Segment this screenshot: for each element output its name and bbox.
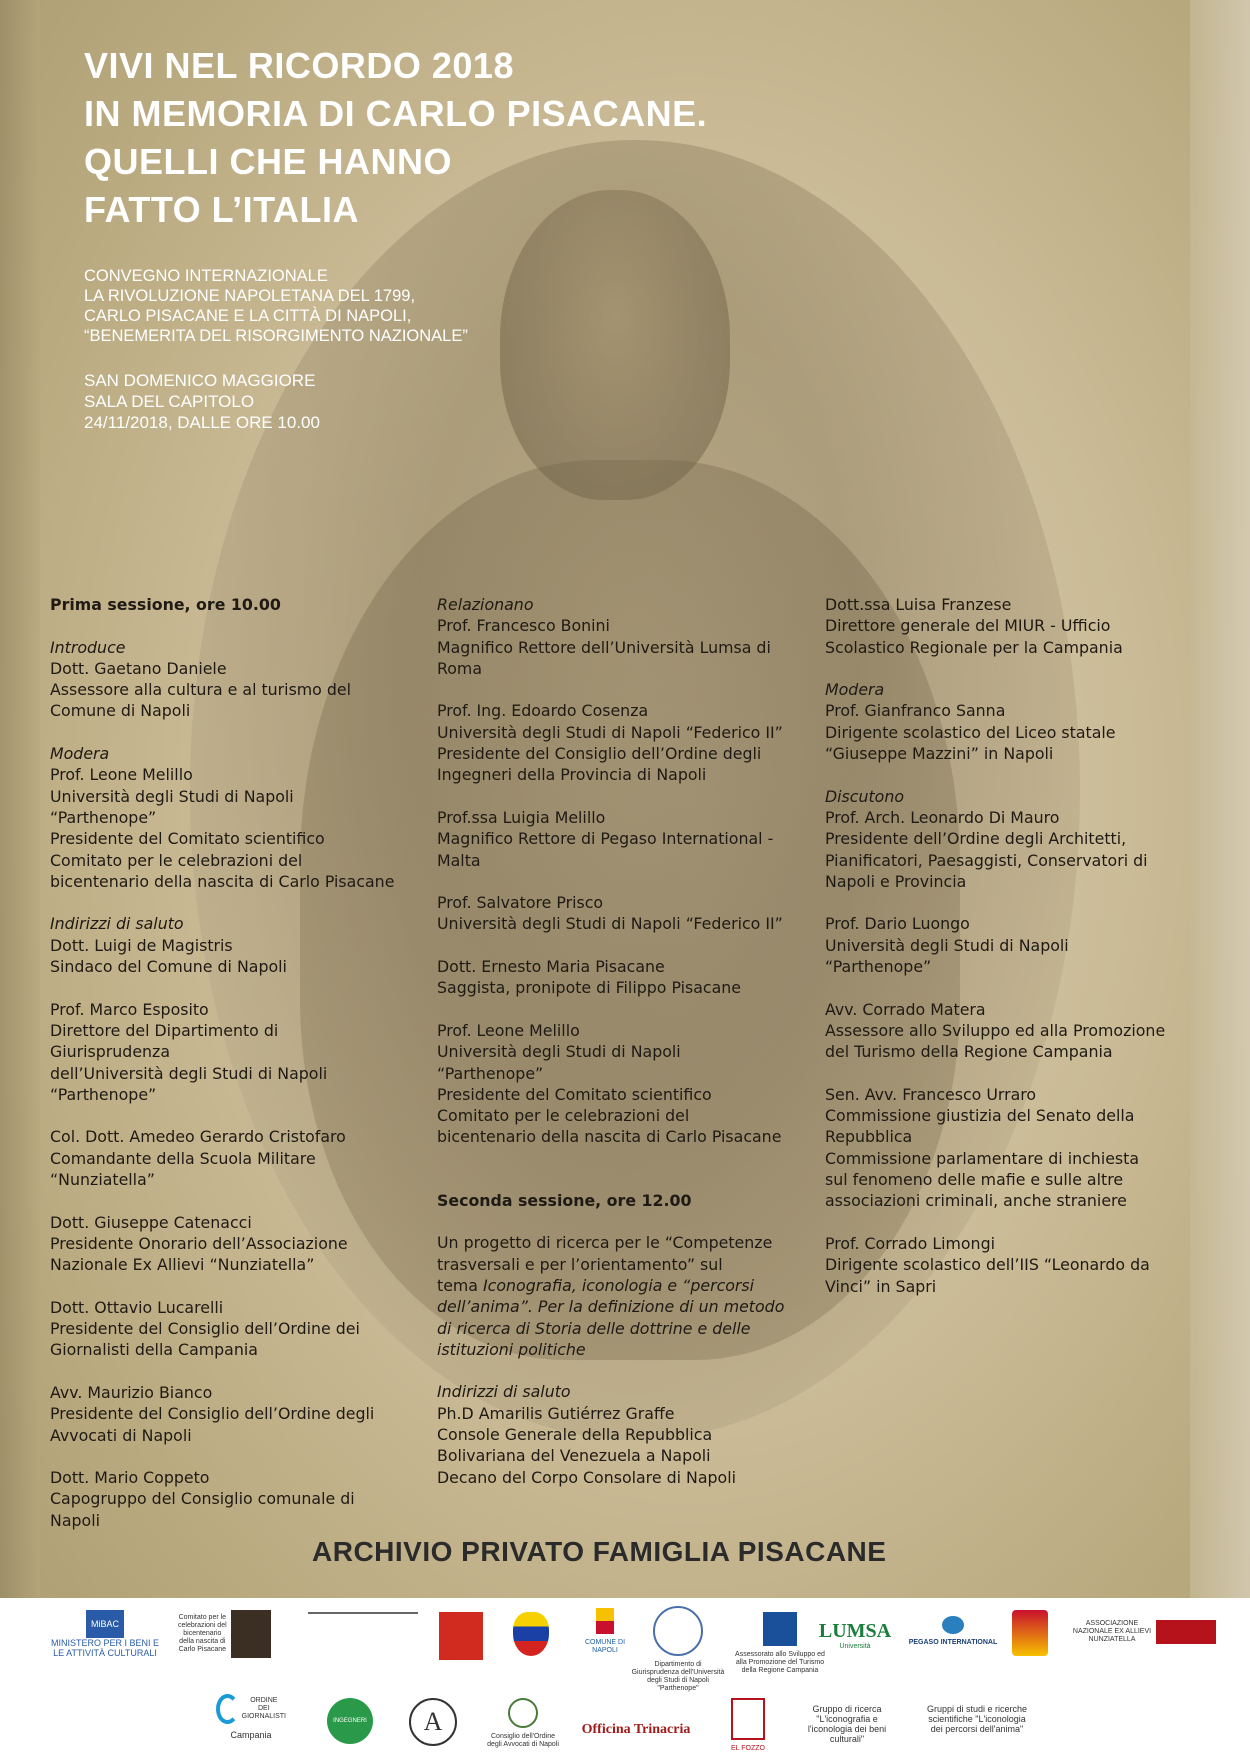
speaker-line: “Parthenope” xyxy=(437,1063,544,1083)
nunziatella-assoc-logo xyxy=(1072,1620,1222,1644)
speaker-line: Università degli Studi di Napoli “Federico II” xyxy=(437,914,783,934)
speaker-block xyxy=(50,1297,435,1361)
speaker-line: Dott. Gaetano Daniele xyxy=(50,658,227,678)
speaker-line: “Parthenope” xyxy=(50,807,157,827)
speaker-line: Prof. Dario Luongo xyxy=(825,914,970,934)
speaker-line: Scolastico Regionale per la Campania xyxy=(825,637,1123,657)
logo-text: Campania xyxy=(230,1730,272,1740)
speaker-line: “Parthenope” xyxy=(50,1084,157,1104)
speaker-line: Università degli Studi di Napoli “Federico II” xyxy=(437,722,783,742)
ministero-interno-logo xyxy=(308,1612,418,1660)
speaker-block xyxy=(825,999,1220,1063)
speaker-line: Giornalisti della Campania xyxy=(50,1340,258,1360)
role-label: Indirizzi di saluto xyxy=(50,914,184,934)
logo-text-line: alla Promozione del Turismo xyxy=(735,1659,825,1666)
pisacane-portrait-icon xyxy=(231,1610,271,1658)
speaker-line: “Parthenope” xyxy=(825,957,932,977)
speaker-line: “Giuseppe Mazzini” in Napoli xyxy=(825,744,1054,764)
speaker-line: Comitato per le celebrazioni del xyxy=(50,850,303,870)
speaker-line: Napoli e Provincia xyxy=(825,871,967,891)
logo-text-line: "L'iconografia e xyxy=(816,1714,878,1724)
logo-text: COMUNE DI NAPOLI xyxy=(584,1639,626,1654)
speaker-line: Saggista, pronipote di Filippo Pisacane xyxy=(437,978,742,998)
logo-text-line: Assessorato allo Sviluppo ed xyxy=(735,1651,825,1658)
speaker-block xyxy=(50,999,435,1105)
speaker-line: Presidente Onorario dell’Associazione xyxy=(50,1233,348,1253)
speaker-line: Repubblica xyxy=(825,1127,913,1147)
archive-label: ARCHIVIO PRIVATO FAMIGLIA PISACANE xyxy=(312,1536,887,1567)
project-line: Un progetto di ricerca per le “Competenze xyxy=(437,1233,773,1253)
speaker-block xyxy=(825,913,1220,977)
avvocati-logo xyxy=(478,1698,568,1749)
speaker-block xyxy=(825,1084,1220,1212)
conference-subtitle xyxy=(84,266,784,346)
project-line: dell’anima”. Per la definizione di un metodo xyxy=(437,1297,785,1317)
poster-title xyxy=(84,42,884,234)
speaker-line: Prof. Marco Esposito xyxy=(50,999,209,1019)
officina-wordmark: Officina Trinacria xyxy=(581,1722,691,1737)
speaker-line: Dirigente scolastico del Liceo statale xyxy=(825,722,1116,742)
speaker-line: Vinci” in Sapri xyxy=(825,1276,937,1296)
logo-text-line: degli Avvocati di Napoli xyxy=(487,1741,559,1748)
napoli-crest-icon xyxy=(596,1608,614,1634)
ingegneri-logo xyxy=(325,1698,375,1744)
logo-text-line: Gruppi di studi e ricerche xyxy=(926,1704,1028,1714)
sponsor-logo-strip xyxy=(0,1598,1250,1754)
speaker-line: Avvocati di Napoli xyxy=(50,1425,192,1445)
speaker-line: Presidente del Comitato scientifico xyxy=(50,829,325,849)
speaker-line: Pianificatori, Paesaggisti, Conservatori di xyxy=(825,850,1148,870)
speaker-block xyxy=(437,807,822,871)
logo-text-line: Gruppo di ricerca xyxy=(812,1704,882,1714)
speaker-line: Ingegneri della Provincia di Napoli xyxy=(437,765,707,785)
speaker-line: Decano del Corpo Consolare di Napoli xyxy=(437,1467,736,1487)
lumsa-logo xyxy=(815,1620,895,1651)
consular-crest-icon xyxy=(439,1612,483,1660)
title-line: VIVI NEL RICORDO 2018 xyxy=(84,45,514,86)
speaker-line: Dott. Ernesto Maria Pisacane xyxy=(437,957,665,977)
speaker-line: dell’Università degli Studi di Napoli xyxy=(50,1063,328,1083)
speaker-line: Prof. Salvatore Prisco xyxy=(437,893,604,913)
speaker-line: “Nunziatella” xyxy=(50,1170,155,1190)
corpo-consolare-logo xyxy=(436,1612,486,1665)
mibac-logo xyxy=(50,1610,160,1658)
logo-text: Università xyxy=(839,1643,871,1650)
logo-text-line: della nascita di xyxy=(179,1638,226,1645)
speaker-line: Prof. Leone Melillo xyxy=(50,765,193,785)
speaker-line: Sindaco del Comune di Napoli xyxy=(50,957,287,977)
speaker-line: Roma xyxy=(437,658,482,678)
speaker-line: Ph.D Amarilis Gutiérrez Graffe xyxy=(437,1403,675,1423)
logo-text: ASSOCIAZIONE NAZIONALE EX ALLIEVI NUNZIATELLA xyxy=(1072,1620,1152,1643)
project-line-part: Iconografia, iconologia e “percorsi xyxy=(483,1275,755,1295)
project-line-part: tema xyxy=(437,1275,484,1295)
speaker-line: sul fenomeno delle mafie e sulle altre xyxy=(825,1170,1124,1190)
speaker-block xyxy=(437,700,822,785)
ordine-giornalisti-logo xyxy=(216,1694,286,1740)
speaker-line: Nazionale Ex Allievi “Nunziatella” xyxy=(50,1255,315,1275)
speaker-line: Prof.ssa Luigia Melillo xyxy=(437,807,606,827)
ministero-emblem-icon xyxy=(308,1612,418,1660)
el-fozzo-logo xyxy=(728,1698,768,1753)
speaker-block xyxy=(437,892,822,935)
speaker-block xyxy=(437,1020,822,1148)
giornalisti-mark-icon xyxy=(216,1694,239,1724)
speaker-block xyxy=(50,1126,435,1190)
speaker-line: Commissione parlamentare di inchiesta xyxy=(825,1148,1140,1168)
speaker-line: Direttore generale del MIUR - Ufficio xyxy=(825,616,1111,636)
speaker-line: Prof. Corrado Limongi xyxy=(825,1233,995,1253)
speaker-line: associazioni criminali, anche straniere xyxy=(825,1191,1127,1211)
speaker-block xyxy=(825,594,1220,658)
regione-emblem-icon xyxy=(763,1612,797,1646)
subtitle-line: CARLO PISACANE E LA CITTÀ DI NAPOLI, xyxy=(84,307,412,325)
speaker-line: Console Generale della Repubblica xyxy=(437,1424,713,1444)
speaker-line: Dott. Giuseppe Catenacci xyxy=(50,1212,252,1232)
speaker-line: Magnifico Rettore dell’Università Lumsa di xyxy=(437,637,771,657)
logo-text-line: celebrazioni del xyxy=(178,1622,227,1629)
project-line: trasversali e per l’orientamento” sul xyxy=(437,1254,723,1274)
title-line: QUELLI CHE HANNO xyxy=(84,141,452,182)
speaker-line: bicentenario della nascita di Carlo Pisacane xyxy=(50,871,395,891)
military-crest-icon xyxy=(1012,1610,1048,1656)
speaker-line: Comitato per le celebrazioni del xyxy=(437,1106,690,1126)
role-label: Modera xyxy=(50,744,110,764)
speaker-block xyxy=(825,1233,1220,1297)
logo-text-line: "Parthenope" xyxy=(657,1685,699,1692)
ingegneri-seal: INGEGNERI xyxy=(327,1698,373,1744)
parthenope-logo xyxy=(628,1606,728,1693)
giornalisti-text xyxy=(242,1697,286,1721)
speaker-line: Magnifico Rettore di Pegaso International - xyxy=(437,829,774,849)
speaker-block xyxy=(825,679,1220,764)
speaker-line: Comandante della Scuola Militare xyxy=(50,1148,316,1168)
speaker-line: Avv. Corrado Matera xyxy=(825,999,986,1019)
speaker-block xyxy=(437,1381,822,1487)
speaker-line: Presidente del Consiglio dell’Ordine degli xyxy=(437,744,762,764)
speaker-line: Presidente del Consiglio dell’Ordine dei xyxy=(50,1319,360,1339)
pegaso-logo xyxy=(908,1616,998,1647)
speaker-block xyxy=(50,1212,435,1276)
speaker-line: Prof. Francesco Bonini xyxy=(437,616,610,636)
logo-text-line: Giurisprudenza dell'Università xyxy=(631,1669,725,1676)
speaker-line: bicentenario della nascita di Carlo Pisacane xyxy=(437,1127,782,1147)
speaker-line: Dott. Mario Coppeto xyxy=(50,1468,210,1488)
speaker-line: Università degli Studi di Napoli xyxy=(825,935,1069,955)
speaker-line: Napoli xyxy=(50,1510,100,1530)
program-column-1 xyxy=(50,594,435,1552)
speaker-line: Direttore del Dipartimento di xyxy=(50,1020,279,1040)
fozzo-arch-icon xyxy=(731,1698,765,1740)
logo-text-line: Carlo Pisacane xyxy=(178,1646,227,1653)
italy-emblem-icon xyxy=(508,1698,538,1728)
speaker-line: Sen. Avv. Francesco Urraro xyxy=(825,1084,1037,1104)
giornalisti-row xyxy=(216,1694,286,1724)
venue-date: 24/11/2018, DALLE ORE 10.00 xyxy=(84,413,320,432)
logo-text-line: ORDINE xyxy=(250,1697,278,1704)
venue-info xyxy=(84,370,684,433)
architetti-logo xyxy=(408,1698,458,1746)
speaker-line: Prof. Gianfranco Sanna xyxy=(825,701,1006,721)
speaker-line: Dott.ssa Luisa Franzese xyxy=(825,595,1012,614)
speaker-line: Prof. Leone Melillo xyxy=(437,1020,580,1040)
speaker-line: Assessore allo Sviluppo ed alla Promozione xyxy=(825,1020,1166,1040)
program-column-2 xyxy=(437,594,822,1509)
role-label: Introduce xyxy=(50,637,126,657)
speaker-line: Presidente dell’Ordine degli Architetti, xyxy=(825,829,1127,849)
logo-text-line: bicentenario xyxy=(183,1630,222,1637)
comitato-row xyxy=(178,1610,288,1658)
nunziatella-building-icon xyxy=(1156,1620,1216,1644)
mibac-badge: MiBAC xyxy=(86,1610,124,1638)
logo-text-line: dei percorsi dell'anima" xyxy=(930,1724,1024,1734)
officina-trinacria-logo xyxy=(566,1720,706,1738)
session-heading xyxy=(437,1190,822,1211)
logo-text-line: della Regione Campania xyxy=(741,1667,819,1674)
role-label: Indirizzi di saluto xyxy=(437,1382,571,1402)
program-column-3 xyxy=(825,594,1220,1318)
speaker-block xyxy=(437,956,822,999)
session-heading xyxy=(50,594,435,615)
speaker-line: del Turismo della Regione Campania xyxy=(825,1042,1113,1062)
logo-text-line: scientifiche "L'iconologia xyxy=(928,1714,1026,1724)
logo-text-line: Comitato per le xyxy=(178,1614,227,1621)
speaker-line: Avv. Maurizio Bianco xyxy=(50,1382,213,1402)
session-title: Prima sessione, ore 10.00 xyxy=(50,595,281,614)
speaker-line: Università degli Studi di Napoli xyxy=(437,1042,681,1062)
speaker-line: Presidente del Consiglio dell’Ordine degli xyxy=(50,1404,375,1424)
venue-line: SAN DOMENICO MAGGIORE xyxy=(84,371,316,390)
project-line: istituzioni politiche xyxy=(437,1339,586,1359)
speaker-block xyxy=(50,743,435,892)
gruppo-ricerca-2 xyxy=(912,1704,1042,1734)
speaker-line: Prof. Arch. Leonardo Di Mauro xyxy=(825,807,1060,827)
logo-text: PEGASO INTERNATIONAL xyxy=(908,1639,998,1646)
pegaso-mark-icon xyxy=(942,1616,964,1634)
speaker-line: Malta xyxy=(437,850,481,870)
project-line: di ricerca di Storia delle dottrine e delle xyxy=(437,1318,751,1338)
paper-edge-left xyxy=(0,0,40,1600)
army-crest-logo xyxy=(1008,1610,1052,1661)
mibac-text: MINISTERO PER I BENI E LE ATTIVITÀ CULTURALI xyxy=(50,1638,160,1658)
venezuela-logo xyxy=(508,1612,554,1661)
logo-text: EL FOZZO xyxy=(731,1745,765,1752)
title-line: IN MEMORIA DI CARLO PISACANE. xyxy=(84,93,708,134)
speaker-block xyxy=(50,1467,435,1531)
speaker-line: Prof. Ing. Edoardo Cosenza xyxy=(437,701,649,721)
speaker-block xyxy=(437,594,822,679)
title-line: FATTO L’ITALIA xyxy=(84,189,359,230)
logo-text-line: GIORNALISTI xyxy=(241,1713,286,1720)
speaker-block xyxy=(50,913,435,977)
speaker-line: Presidente del Comitato scientifico xyxy=(437,1084,712,1104)
subtitle-line: “BENEMERITA DEL RISORGIMENTO NAZIONALE” xyxy=(84,327,468,345)
comitato-logo xyxy=(178,1610,288,1658)
logo-text-line: DEI xyxy=(257,1705,270,1712)
lumsa-wordmark: LUMSA xyxy=(818,1620,892,1642)
speaker-line: Col. Dott. Amedeo Gerardo Cristofaro xyxy=(50,1127,346,1147)
project-description xyxy=(437,1232,822,1360)
speaker-block xyxy=(50,637,435,722)
speaker-line: Comune di Napoli xyxy=(50,701,191,721)
letter-a-icon: A xyxy=(409,1698,457,1746)
university-seal-icon xyxy=(653,1606,703,1656)
logo-text-line: culturali" xyxy=(829,1734,865,1744)
subtitle-line: LA RIVOLUZIONE NAPOLETANA DEL 1799, xyxy=(84,287,416,305)
speaker-line: Capogruppo del Consiglio comunale di xyxy=(50,1489,355,1509)
comitato-text xyxy=(178,1614,227,1654)
venezuela-crest-icon xyxy=(513,1612,549,1656)
venue-line: SALA DEL CAPITOLO xyxy=(84,392,255,411)
role-label: Modera xyxy=(825,680,885,700)
speaker-line: Dott. Luigi de Magistris xyxy=(50,935,233,955)
gruppo-ricerca-1 xyxy=(792,1704,902,1744)
role-label: Discutono xyxy=(825,786,905,806)
speaker-line: Giurisprudenza xyxy=(50,1042,171,1062)
role-label: Relazionano xyxy=(437,595,534,614)
project-line xyxy=(437,1275,822,1296)
speaker-block xyxy=(825,786,1220,892)
nunziatella-row xyxy=(1072,1620,1222,1644)
logo-text-line: l'iconologia dei beni xyxy=(807,1724,887,1734)
speaker-line: Dirigente scolastico dell’IIS “Leonardo da xyxy=(825,1255,1150,1275)
logo-text-line: Dipartimento di xyxy=(654,1661,702,1668)
speaker-line: Commissione giustizia del Senato della xyxy=(825,1106,1135,1126)
subtitle-line: CONVEGNO INTERNAZIONALE xyxy=(84,267,328,285)
speaker-line: Assessore alla cultura e al turismo del xyxy=(50,680,352,700)
session-title: Seconda sessione, ore 12.00 xyxy=(437,1190,692,1210)
logo-text-line: degli Studi di Napoli xyxy=(647,1677,709,1684)
speaker-line: Università degli Studi di Napoli xyxy=(50,786,294,806)
speaker-block xyxy=(50,1382,435,1446)
speaker-line: Bolivariana del Venezuela a Napoli xyxy=(437,1446,711,1466)
logo-text-line: Consiglio dell'Ordine xyxy=(491,1733,555,1740)
speaker-line: Dott. Ottavio Lucarelli xyxy=(50,1297,224,1317)
